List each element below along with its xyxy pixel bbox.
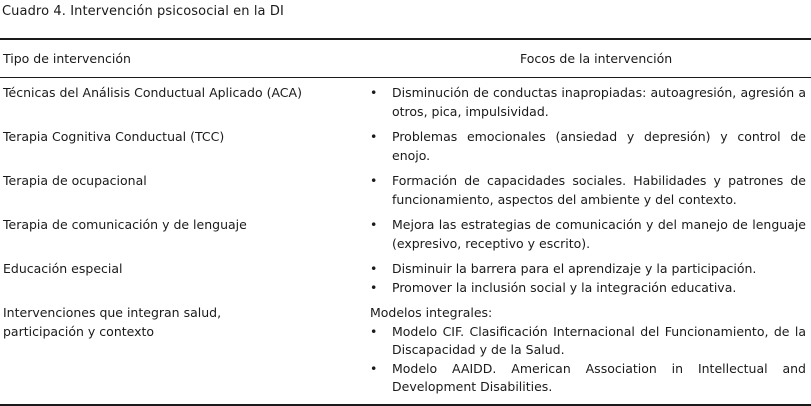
intervention-focus <box>370 84 806 121</box>
bullet-icon: • <box>370 279 378 295</box>
models-intro: Modelos integrales: <box>370 305 493 320</box>
top-rule <box>0 38 811 40</box>
intervention-type: Terapia Cognitiva Conductual (TCC) <box>3 129 225 144</box>
bullet-icon: • <box>370 261 378 276</box>
bullet-icon: • <box>370 85 378 100</box>
intervention-type: Terapia de ocupacional <box>3 173 147 188</box>
focus-text: Problemas emocionales (ansiedad y depresión) y control de enojo. <box>392 129 806 163</box>
focus-bullet <box>370 323 806 360</box>
intervention-type: Terapia de comunicación y de lenguaje <box>3 217 247 232</box>
intervention-focus <box>370 260 806 297</box>
focus-bullet <box>370 172 806 209</box>
bullet-icon: • <box>370 360 378 376</box>
table-caption: Cuadro 4. Intervención psicosocial en la DI <box>2 4 284 19</box>
header-rule <box>0 77 811 78</box>
header-intervention-focus: Focos de la intervención <box>520 51 673 66</box>
focus-text: Formación de capacidades sociales. Habilidades y patrones de funcionamiento, aspectos del ambiente y del contexto. <box>392 173 806 207</box>
focus-bullet <box>370 360 806 397</box>
intervention-type <box>3 304 353 341</box>
intervention-type: Educación especial <box>3 261 123 276</box>
bullet-icon: • <box>370 129 378 144</box>
bullet-icon: • <box>370 217 378 232</box>
intervention-focus <box>370 128 806 165</box>
intervention-type-line: participación y contexto <box>3 323 155 339</box>
bottom-rule <box>0 404 811 406</box>
focus-text: Disminuir la barrera para el aprendizaje y la participación. <box>392 261 757 276</box>
focus-text: Modelo CIF. Clasificación Internacional del Funcionamiento, de la Discapacidad y de la Salud. <box>392 323 806 357</box>
focus-bullet <box>370 216 806 253</box>
focus-bullet <box>370 128 806 165</box>
intervention-focus <box>370 304 806 397</box>
intervention-type-line: Intervenciones que integran salud, <box>3 305 222 320</box>
bullet-icon: • <box>370 323 378 339</box>
focus-bullet <box>370 279 806 298</box>
bullet-icon: • <box>370 173 378 188</box>
focus-text: Disminución de conductas inapropiadas: autoagresión, agresión a otros, pica, impulsividad. <box>392 85 806 119</box>
focus-bullet <box>370 84 806 121</box>
intervention-type: Técnicas del Análisis Conductual Aplicado (ACA) <box>3 85 302 100</box>
focus-text: Promover la inclusión social y la integración educativa. <box>392 279 737 295</box>
intervention-focus <box>370 216 806 253</box>
focus-text: Modelo AAIDD. American Association in Intellectual and Development Disabilities. <box>392 360 806 394</box>
header-intervention-type: Tipo de intervención <box>3 51 131 66</box>
focus-text: Mejora las estrategias de comunicación y del manejo de lenguaje (expresivo, receptivo y escrito). <box>392 217 806 251</box>
intervention-focus <box>370 172 806 209</box>
focus-bullet <box>370 260 806 279</box>
